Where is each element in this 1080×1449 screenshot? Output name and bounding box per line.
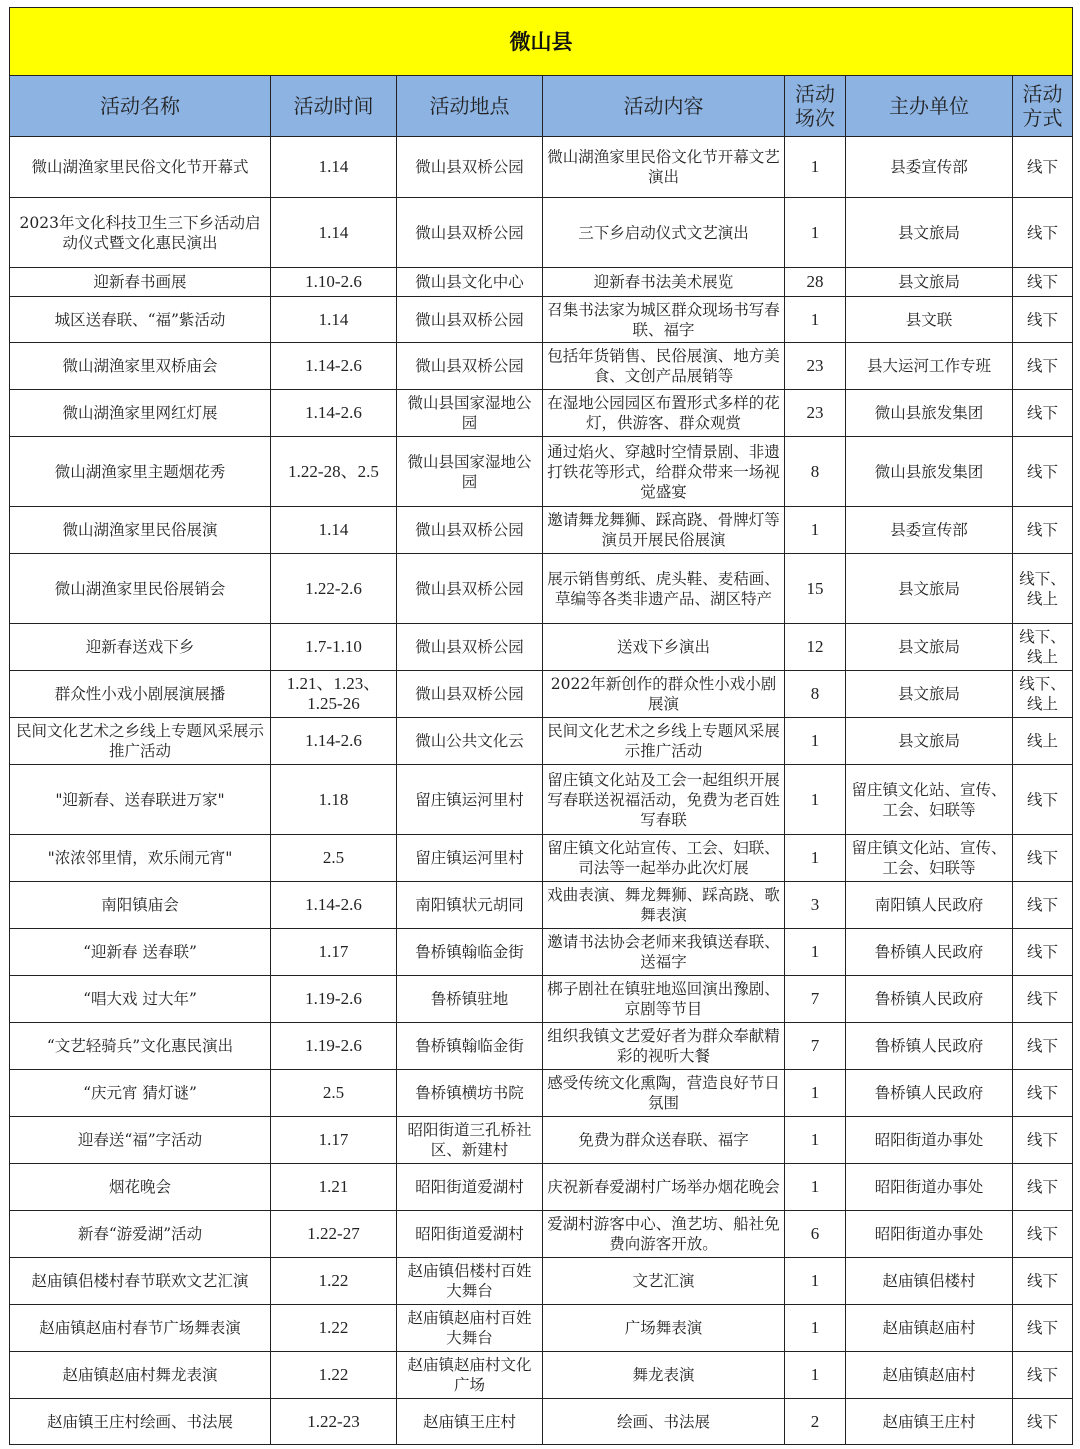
table-row <box>10 297 1073 343</box>
cell-content: 庆祝新春爱湖村广场举办烟花晚会 <box>543 1164 785 1211</box>
cell-mode: 线下 <box>1013 1070 1073 1117</box>
cell-mode: 线下 <box>1013 268 1073 297</box>
cell-place: 赵庙镇赵庙村文化广场 <box>397 1352 543 1399</box>
cell-name: 微山湖渔家里民俗文化节开幕式 <box>10 137 271 198</box>
cell-count: 12 <box>785 624 846 671</box>
cell-content: 戏曲表演、舞龙舞狮、踩高跷、歌舞表演 <box>543 882 785 929</box>
cell-count: 6 <box>785 1211 846 1258</box>
cell-time: 1.22 <box>271 1305 397 1352</box>
cell-name: 新春“游爱湖”活动 <box>10 1211 271 1258</box>
cell-count: 1 <box>785 835 846 882</box>
header-mode: 活动方式 <box>1013 76 1073 137</box>
cell-place: 微山县双桥公园 <box>397 507 543 554</box>
cell-name: 微山湖渔家里网红灯展 <box>10 390 271 437</box>
table-row <box>10 1211 1073 1258</box>
cell-org: 县文旅局 <box>846 268 1013 297</box>
cell-content: 民间文化艺术之乡线上专题风采展示推广活动 <box>543 718 785 765</box>
cell-place: 微山县双桥公园 <box>397 198 543 268</box>
cell-name: 赵庙镇赵庙村春节广场舞表演 <box>10 1305 271 1352</box>
cell-name: "迎新春、送春联进万家" <box>10 765 271 835</box>
table-row <box>10 765 1073 835</box>
table-row <box>10 554 1073 624</box>
table-row <box>10 1070 1073 1117</box>
cell-time: 1.14 <box>271 198 397 268</box>
cell-place: 赵庙镇侣楼村百姓大舞台 <box>397 1258 543 1305</box>
cell-count: 7 <box>785 976 846 1023</box>
cell-content: 微山湖渔家里民俗文化节开幕文艺演出 <box>543 137 785 198</box>
cell-time: 1.14 <box>271 507 397 554</box>
cell-time: 2.5 <box>271 835 397 882</box>
table-title: 微山县 <box>10 8 1073 76</box>
cell-time: 1.17 <box>271 929 397 976</box>
cell-org: 县委宣传部 <box>846 137 1013 198</box>
cell-name: 微山湖渔家里民俗展销会 <box>10 554 271 624</box>
cell-count: 1 <box>785 507 846 554</box>
cell-org: 鲁桥镇人民政府 <box>846 976 1013 1023</box>
cell-content: 舞龙表演 <box>543 1352 785 1399</box>
cell-content: 感受传统文化熏陶，营造良好节日氛围 <box>543 1070 785 1117</box>
cell-count: 15 <box>785 554 846 624</box>
cell-count: 7 <box>785 1023 846 1070</box>
cell-time: 1.7-1.10 <box>271 624 397 671</box>
cell-place: 微山县双桥公园 <box>397 671 543 718</box>
cell-org: 县文旅局 <box>846 198 1013 268</box>
cell-org: 赵庙镇赵庙村 <box>846 1352 1013 1399</box>
cell-count: 1 <box>785 929 846 976</box>
cell-mode: 线下 <box>1013 882 1073 929</box>
header-time: 活动时间 <box>271 76 397 137</box>
cell-count: 23 <box>785 390 846 437</box>
cell-content: 留庄镇文化站及工会一起组织开展写春联送祝福活动，免费为老百姓写春联 <box>543 765 785 835</box>
cell-mode: 线下、线上 <box>1013 624 1073 671</box>
header-count: 活动场次 <box>785 76 846 137</box>
cell-time: 1.22-2.6 <box>271 554 397 624</box>
cell-time: 1.14 <box>271 137 397 198</box>
cell-name: 赵庙镇赵庙村舞龙表演 <box>10 1352 271 1399</box>
cell-name: “庆元宵 猜灯谜” <box>10 1070 271 1117</box>
cell-place: 微山公共文化云 <box>397 718 543 765</box>
table-row <box>10 198 1073 268</box>
cell-org: 鲁桥镇人民政府 <box>846 1023 1013 1070</box>
cell-name: 迎新春送戏下乡 <box>10 624 271 671</box>
cell-place: 昭阳街道三孔桥社区、新建村 <box>397 1117 543 1164</box>
cell-content: 送戏下乡演出 <box>543 624 785 671</box>
cell-name: 赵庙镇侣楼村春节联欢文艺汇演 <box>10 1258 271 1305</box>
cell-count: 3 <box>785 882 846 929</box>
table-row <box>10 343 1073 390</box>
table-row <box>10 137 1073 198</box>
table-row <box>10 1258 1073 1305</box>
cell-org: 留庄镇文化站、宣传、工会、妇联等 <box>846 835 1013 882</box>
cell-mode: 线下 <box>1013 1258 1073 1305</box>
header-content: 活动内容 <box>543 76 785 137</box>
cell-name: 2023年文化科技卫生三下乡活动启动仪式暨文化惠民演出 <box>10 198 271 268</box>
cell-count: 1 <box>785 1164 846 1211</box>
cell-org: 微山县旅发集团 <box>846 390 1013 437</box>
cell-name: 城区送春联、“福”紫活动 <box>10 297 271 343</box>
cell-place: 赵庙镇赵庙村百姓大舞台 <box>397 1305 543 1352</box>
cell-mode: 线下 <box>1013 437 1073 507</box>
cell-org: 昭阳街道办事处 <box>846 1164 1013 1211</box>
cell-time: 2.5 <box>271 1070 397 1117</box>
cell-content: 三下乡启动仪式文艺演出 <box>543 198 785 268</box>
cell-time: 1.10-2.6 <box>271 268 397 297</box>
cell-mode: 线下 <box>1013 137 1073 198</box>
cell-mode: 线下 <box>1013 1305 1073 1352</box>
cell-org: 微山县旅发集团 <box>846 437 1013 507</box>
cell-content: 爱湖村游客中心、渔艺坊、船社免费向游客开放。 <box>543 1211 785 1258</box>
cell-name: 群众性小戏小剧展演展播 <box>10 671 271 718</box>
cell-place: 留庄镇运河里村 <box>397 765 543 835</box>
header-place: 活动地点 <box>397 76 543 137</box>
cell-org: 赵庙镇侣楼村 <box>846 1258 1013 1305</box>
cell-content: 邀请舞龙舞狮、踩高跷、骨牌灯等演员开展民俗展演 <box>543 507 785 554</box>
cell-name: 迎新春书画展 <box>10 268 271 297</box>
activity-table <box>9 7 1073 1445</box>
cell-content: 通过焰火、穿越时空情景剧、非遗打铁花等形式，给群众带来一场视觉盛宴 <box>543 437 785 507</box>
cell-count: 1 <box>785 718 846 765</box>
cell-count: 23 <box>785 343 846 390</box>
cell-mode: 线下、线上 <box>1013 554 1073 624</box>
cell-content: 文艺汇演 <box>543 1258 785 1305</box>
cell-count: 8 <box>785 437 846 507</box>
cell-count: 1 <box>785 198 846 268</box>
cell-mode: 线下 <box>1013 1211 1073 1258</box>
cell-content: 组织我镇文艺爱好者为群众奉献精彩的视听大餐 <box>543 1023 785 1070</box>
cell-mode: 线下 <box>1013 1164 1073 1211</box>
cell-place: 鲁桥镇翰临金街 <box>397 1023 543 1070</box>
table-row <box>10 1352 1073 1399</box>
table-row <box>10 718 1073 765</box>
cell-content: 绘画、书法展 <box>543 1399 785 1445</box>
cell-name: “迎新春 送春联” <box>10 929 271 976</box>
cell-mode: 线下 <box>1013 1023 1073 1070</box>
cell-org: 鲁桥镇人民政府 <box>846 1070 1013 1117</box>
cell-mode: 线下 <box>1013 198 1073 268</box>
cell-time: 1.21、1.23、1.25-26 <box>271 671 397 718</box>
cell-content: 梆子剧社在镇驻地巡回演出豫剧、京剧等节目 <box>543 976 785 1023</box>
cell-place: 微山县双桥公园 <box>397 297 543 343</box>
cell-place: 南阳镇状元胡同 <box>397 882 543 929</box>
table-row <box>10 671 1073 718</box>
cell-mode: 线下 <box>1013 765 1073 835</box>
cell-mode: 线下 <box>1013 976 1073 1023</box>
cell-place: 鲁桥镇横坊书院 <box>397 1070 543 1117</box>
cell-place: 微山县文化中心 <box>397 268 543 297</box>
cell-count: 1 <box>785 1258 846 1305</box>
cell-time: 1.14-2.6 <box>271 390 397 437</box>
table-row <box>10 882 1073 929</box>
cell-mode: 线下 <box>1013 390 1073 437</box>
cell-mode: 线下 <box>1013 343 1073 390</box>
cell-org: 县委宣传部 <box>846 507 1013 554</box>
cell-name: 迎春送“福”字活动 <box>10 1117 271 1164</box>
cell-place: 留庄镇运河里村 <box>397 835 543 882</box>
table-row <box>10 624 1073 671</box>
cell-mode: 线上 <box>1013 718 1073 765</box>
cell-mode: 线下 <box>1013 1117 1073 1164</box>
cell-content: 留庄镇文化站宣传、工会、妇联、司法等一起举办此次灯展 <box>543 835 785 882</box>
cell-mode: 线下 <box>1013 507 1073 554</box>
cell-place: 微山县双桥公园 <box>397 624 543 671</box>
cell-count: 1 <box>785 1352 846 1399</box>
cell-time: 1.14-2.6 <box>271 718 397 765</box>
cell-count: 1 <box>785 297 846 343</box>
cell-place: 昭阳街道爱湖村 <box>397 1164 543 1211</box>
cell-mode: 线下 <box>1013 1352 1073 1399</box>
cell-place: 昭阳街道爱湖村 <box>397 1211 543 1258</box>
cell-mode: 线下 <box>1013 297 1073 343</box>
cell-content: 免费为群众送春联、福字 <box>543 1117 785 1164</box>
cell-content: 召集书法家为城区群众现场书写春联、福字 <box>543 297 785 343</box>
table-row <box>10 268 1073 297</box>
cell-content: 迎新春书法美术展览 <box>543 268 785 297</box>
cell-name: 微山湖渔家里主题烟花秀 <box>10 437 271 507</box>
cell-org: 昭阳街道办事处 <box>846 1211 1013 1258</box>
cell-content: 展示销售剪纸、虎头鞋、麦秸画、草编等各类非遗产品、湖区特产 <box>543 554 785 624</box>
cell-org: 鲁桥镇人民政府 <box>846 929 1013 976</box>
cell-place: 微山县国家湿地公园 <box>397 390 543 437</box>
cell-name: 南阳镇庙会 <box>10 882 271 929</box>
cell-org: 昭阳街道办事处 <box>846 1117 1013 1164</box>
cell-count: 8 <box>785 671 846 718</box>
cell-count: 1 <box>785 765 846 835</box>
cell-count: 1 <box>785 137 846 198</box>
cell-name: 民间文化艺术之乡线上专题风采展示推广活动 <box>10 718 271 765</box>
cell-time: 1.14 <box>271 297 397 343</box>
cell-content: 在湿地公园园区布置形式多样的花灯，供游客、群众观赏 <box>543 390 785 437</box>
cell-time: 1.17 <box>271 1117 397 1164</box>
cell-mode: 线下、线上 <box>1013 671 1073 718</box>
cell-count: 1 <box>785 1305 846 1352</box>
header-name: 活动名称 <box>10 76 271 137</box>
cell-count: 1 <box>785 1117 846 1164</box>
table-row <box>10 1305 1073 1352</box>
cell-org: 县文旅局 <box>846 554 1013 624</box>
table-row <box>10 507 1073 554</box>
cell-count: 1 <box>785 1070 846 1117</box>
cell-org: 南阳镇人民政府 <box>846 882 1013 929</box>
cell-org: 县文旅局 <box>846 671 1013 718</box>
table-row <box>10 1399 1073 1445</box>
cell-name: 微山湖渔家里双桥庙会 <box>10 343 271 390</box>
table-row <box>10 437 1073 507</box>
table-row <box>10 1117 1073 1164</box>
cell-org: 赵庙镇王庄村 <box>846 1399 1013 1445</box>
cell-place: 微山县国家湿地公园 <box>397 437 543 507</box>
cell-time: 1.19-2.6 <box>271 1023 397 1070</box>
cell-time: 1.22 <box>271 1258 397 1305</box>
header-row <box>10 76 1073 137</box>
cell-place: 微山县双桥公园 <box>397 343 543 390</box>
table-row <box>10 929 1073 976</box>
cell-name: 赵庙镇王庄村绘画、书法展 <box>10 1399 271 1445</box>
cell-name: “文艺轻骑兵”文化惠民演出 <box>10 1023 271 1070</box>
cell-time: 1.14-2.6 <box>271 882 397 929</box>
cell-count: 2 <box>785 1399 846 1445</box>
cell-place: 鲁桥镇驻地 <box>397 976 543 1023</box>
cell-org: 县大运河工作专班 <box>846 343 1013 390</box>
cell-org: 县文旅局 <box>846 624 1013 671</box>
cell-time: 1.14-2.6 <box>271 343 397 390</box>
cell-org: 县文旅局 <box>846 718 1013 765</box>
cell-name: 烟花晚会 <box>10 1164 271 1211</box>
table-row <box>10 976 1073 1023</box>
cell-time: 1.21 <box>271 1164 397 1211</box>
cell-content: 邀请书法协会老师来我镇送春联、送福字 <box>543 929 785 976</box>
table-row <box>10 390 1073 437</box>
cell-time: 1.18 <box>271 765 397 835</box>
cell-content: 2022年新创作的群众性小戏小剧展演 <box>543 671 785 718</box>
header-org: 主办单位 <box>846 76 1013 137</box>
table-row <box>10 1164 1073 1211</box>
table-row <box>10 1023 1073 1070</box>
cell-place: 鲁桥镇翰临金街 <box>397 929 543 976</box>
cell-mode: 线下 <box>1013 835 1073 882</box>
cell-content: 广场舞表演 <box>543 1305 785 1352</box>
cell-name: 微山湖渔家里民俗展演 <box>10 507 271 554</box>
cell-org: 赵庙镇赵庙村 <box>846 1305 1013 1352</box>
cell-time: 1.22-27 <box>271 1211 397 1258</box>
cell-time: 1.22 <box>271 1352 397 1399</box>
cell-time: 1.19-2.6 <box>271 976 397 1023</box>
cell-mode: 线下 <box>1013 929 1073 976</box>
cell-place: 微山县双桥公园 <box>397 554 543 624</box>
table-row <box>10 835 1073 882</box>
cell-time: 1.22-23 <box>271 1399 397 1445</box>
cell-name: “唱大戏 过大年” <box>10 976 271 1023</box>
cell-org: 留庄镇文化站、宣传、工会、妇联等 <box>846 765 1013 835</box>
cell-time: 1.22-28、2.5 <box>271 437 397 507</box>
cell-content: 包括年货销售、民俗展演、地方美食、文创产品展销等 <box>543 343 785 390</box>
cell-mode: 线下 <box>1013 1399 1073 1445</box>
cell-name: "浓浓邻里情，欢乐闹元宵" <box>10 835 271 882</box>
cell-place: 微山县双桥公园 <box>397 137 543 198</box>
cell-place: 赵庙镇王庄村 <box>397 1399 543 1445</box>
cell-org: 县文联 <box>846 297 1013 343</box>
cell-count: 28 <box>785 268 846 297</box>
